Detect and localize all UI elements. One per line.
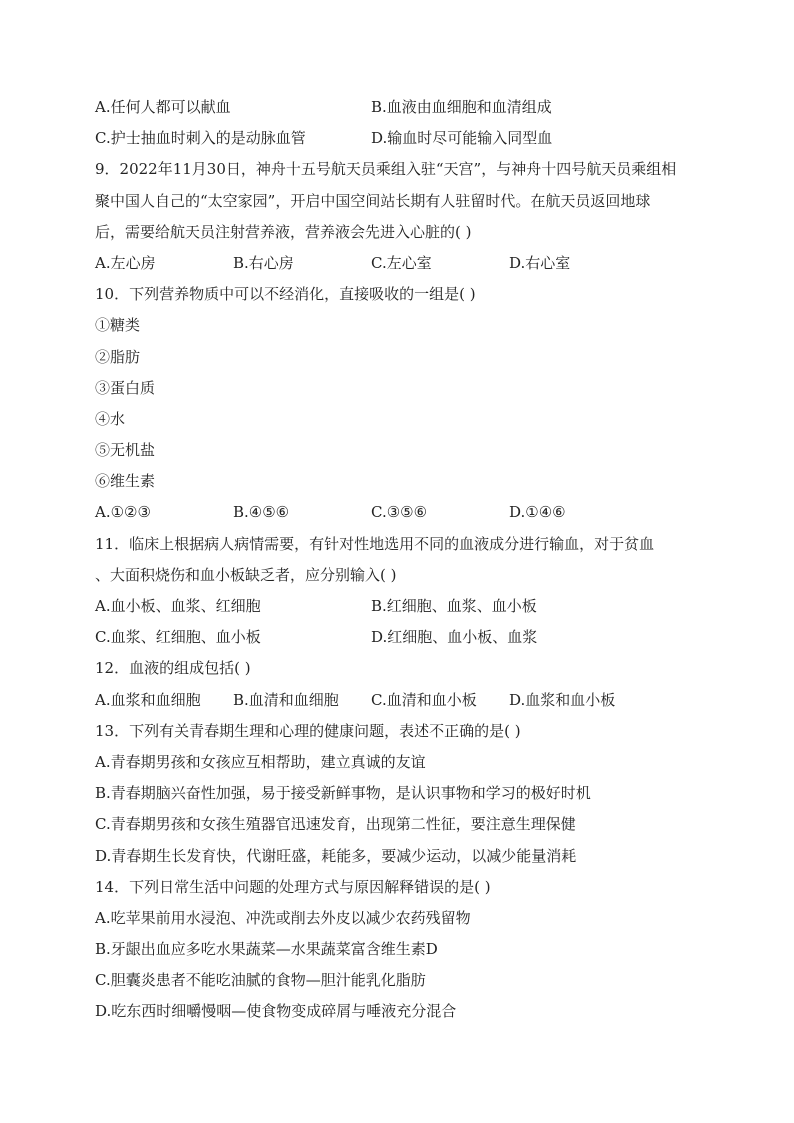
q12-option-c[interactable]: C.血清和血小板: [371, 690, 477, 709]
q14-option-b[interactable]: B.牙龈出血应多吃水果蔬菜—水果蔬菜富含维生素D: [95, 940, 438, 959]
q12-option-a[interactable]: A.血浆和血细胞: [95, 690, 201, 709]
q12-stem: 12．血液的组成包括( ): [95, 659, 251, 678]
q10-option-c[interactable]: C.③⑤⑥: [371, 503, 428, 522]
q9-stem-line-3: 后，需要给航天员注射营养液，营养液会先进入心脏的( ): [95, 222, 472, 241]
q10-option-d[interactable]: D.①④⑥: [509, 503, 566, 522]
q11-options-row-2: [95, 622, 705, 653]
q9-stem-line-1: 9．2022年11月30日，神舟十五号航天员乘组入驻“天宫”，与神舟十四号航天员乘组相: [95, 160, 677, 179]
q12-option-b[interactable]: B.血清和血细胞: [233, 690, 339, 709]
q10-options-row: [95, 497, 705, 528]
q13-option-b[interactable]: B.青春期脑兴奋性加强，易于接受新鲜事物，是认识事物和学习的极好时机: [95, 784, 591, 803]
q14-option-a[interactable]: A.吃苹果前用水浸泡、冲洗或削去外皮以减少农药残留物: [95, 908, 471, 927]
q9-option-b[interactable]: B.右心房: [233, 253, 294, 272]
q13-stem: 13．下列有关青春期生理和心理的健康问题，表述不正确的是( ): [95, 721, 521, 740]
q13-option-d[interactable]: D.青春期生长发育快，代谢旺盛，耗能多，要减少运动，以减少能量消耗: [95, 846, 577, 865]
q12-option-d[interactable]: D.血浆和血小板: [509, 690, 616, 709]
q14-stem: 14．下列日常生活中问题的处理方式与原因解释错误的是( ): [95, 877, 491, 896]
q9-option-a[interactable]: A.左心房: [95, 253, 156, 272]
q13-option-a[interactable]: A.青春期男孩和女孩应互相帮助，建立真诚的友谊: [95, 752, 426, 771]
q9-options-row: [95, 248, 705, 279]
q9-option-c[interactable]: C.左心室: [371, 253, 432, 272]
q10-item-2: ②脂肪: [95, 347, 141, 366]
q10-option-a[interactable]: A.①②③: [95, 503, 151, 522]
q14-option-d[interactable]: D.吃东西时细嚼慢咽—使食物变成碎屑与唾液充分混合: [95, 1002, 457, 1021]
q8-option-d[interactable]: D.输血时尽可能输入同型血: [371, 129, 553, 148]
q10-item-6: ⑥维生素: [95, 472, 156, 491]
q8-option-a[interactable]: A.任何人都可以献血: [95, 98, 231, 116]
q8-options-row-1: [95, 92, 705, 123]
q10-option-b[interactable]: B.④⑤⑥: [233, 503, 290, 522]
q8-options-row-2: [95, 123, 705, 154]
q11-option-b[interactable]: B.红细胞、血浆、血小板: [371, 597, 537, 615]
q11-option-a[interactable]: A.血小板、血浆、红细胞: [95, 597, 261, 615]
q8-option-b[interactable]: B.血液由血细胞和血清组成: [371, 98, 552, 116]
q9-stem-line-2: 聚中国人自己的“太空家园”，开启中国空间站长期有人驻留时代。在航天员返回地球: [95, 191, 651, 210]
q11-stem-line-2: 、大面积烧伤和血小板缺乏者，应分别输入( ): [95, 565, 397, 584]
q8-option-c[interactable]: C.护士抽血时刺入的是动脉血管: [95, 129, 306, 148]
q13-option-c[interactable]: C.青春期男孩和女孩生殖器官迅速发育，出现第二性征，要注意生理保健: [95, 815, 576, 834]
exam-page: [95, 92, 705, 1028]
q11-options-row-1: [95, 591, 705, 622]
q12-options-row: [95, 685, 705, 716]
q10-stem: 10．下列营养物质中可以不经消化，直接吸收的一组是( ): [95, 285, 476, 304]
q11-option-c[interactable]: C.血浆、红细胞、血小板: [95, 628, 261, 647]
q11-stem-line-1: 11．临床上根据病人病情需要，有针对性地选用不同的血液成分进行输血，对于贫血: [95, 534, 655, 553]
q10-item-5: ⑤无机盐: [95, 441, 156, 460]
q10-item-3: ③蛋白质: [95, 378, 156, 397]
q14-option-c[interactable]: C.胆囊炎患者不能吃油腻的食物—胆汁能乳化脂肪: [95, 971, 426, 990]
q10-item-1: ①糖类: [95, 316, 141, 335]
q10-item-4: ④水: [95, 409, 126, 428]
q9-option-d[interactable]: D.右心室: [509, 253, 571, 272]
q11-option-d[interactable]: D.红细胞、血小板、血浆: [371, 628, 538, 647]
